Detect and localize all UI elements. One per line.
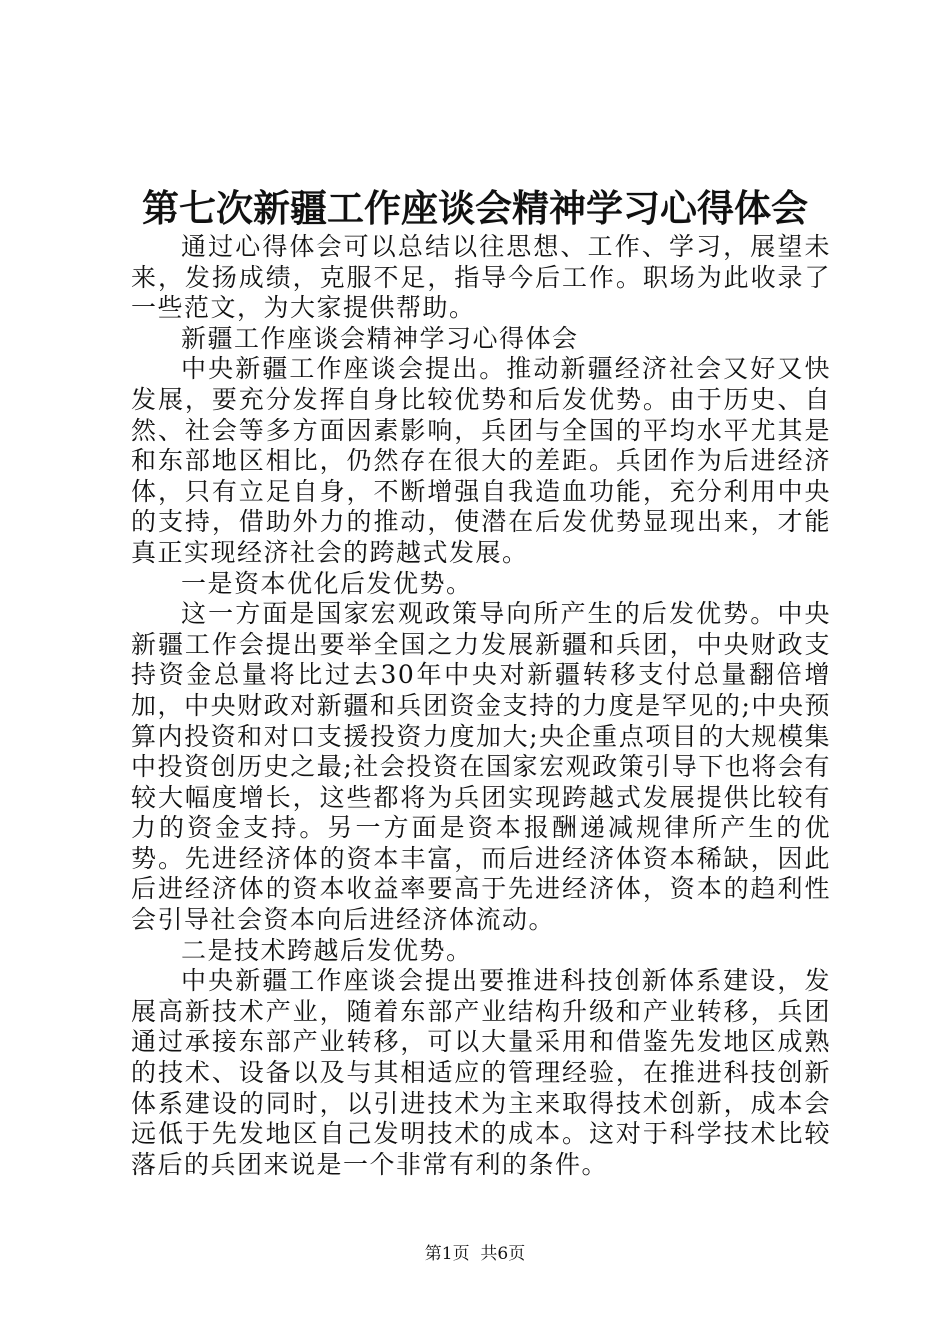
- paragraph-capital: 这一方面是国家宏观政策导向所产生的后发优势。中央新疆工作会提出要举全国之力发展新疆和兵团，中央财政支持资金总量将比过去30年中央对新疆转移支付总量翻倍增加，中央财政对新疆和兵团资金支持的力度是罕见的;中央预算内投资和对口支援投资力度加大;央企重点项目的大规模集中投资创历史之最;社会投资在国家宏观政策引导下也将会有较大幅度增长，这些都将为兵团实现跨越式发展提供比较有力的资金支持。另一方面是资本报酬递减规律所产生的优势。先进经济体的资本丰富，而后进经济体资本稀缺，因此后进经济体的资本收益率要高于先进经济体，资本的趋利性会引导社会资本向后进经济体流动。: [131, 599, 831, 935]
- paragraph-intro: 通过心得体会可以总结以往思想、工作、学习，展望未来，发扬成绩，克服不足，指导今后工作。职场为此收录了一些范文，为大家提供帮助。: [131, 232, 831, 323]
- page-number-footer: 第1页 共6页: [424, 1244, 526, 1264]
- paragraph-heading-technology: 二是技术跨越后发优势。: [181, 935, 473, 965]
- document-body: [131, 232, 831, 1180]
- paragraph-heading-capital: 一是资本优化后发优势。: [181, 568, 473, 598]
- document-title: 第七次新疆工作座谈会精神学习心得体会: [142, 186, 808, 230]
- paragraph-technology: 中央新疆工作座谈会提出要推进科技创新体系建设，发展高新技术产业，随着东部产业结构升级和产业转移，兵团通过承接东部产业转移，可以大量采用和借鉴先发地区成熟的技术、设备以及与其相适应的管理经验，在推进科技创新体系建设的同时，以引进技术为主来取得技术创新，成本会远低于先发地区自己发明技术的成本。这对于科学技术比较落后的兵团来说是一个非常有利的条件。: [131, 966, 831, 1179]
- paragraph-subtitle: 新疆工作座谈会精神学习心得体会: [181, 323, 579, 353]
- paragraph-overview: 中央新疆工作座谈会提出。推动新疆经济社会又好又快发展，要充分发挥自身比较优势和后发优势。由于历史、自然、社会等多方面因素影响，兵团与全国的平均水平尤其是和东部地区相比，仍然存在很大的差距。兵团作为后进经济体，只有立足自身，不断增强自我造血功能，充分利用中央的支持，借助外力的推动，使潜在后发优势显现出来，才能真正实现经济社会的跨越式发展。: [131, 354, 831, 567]
